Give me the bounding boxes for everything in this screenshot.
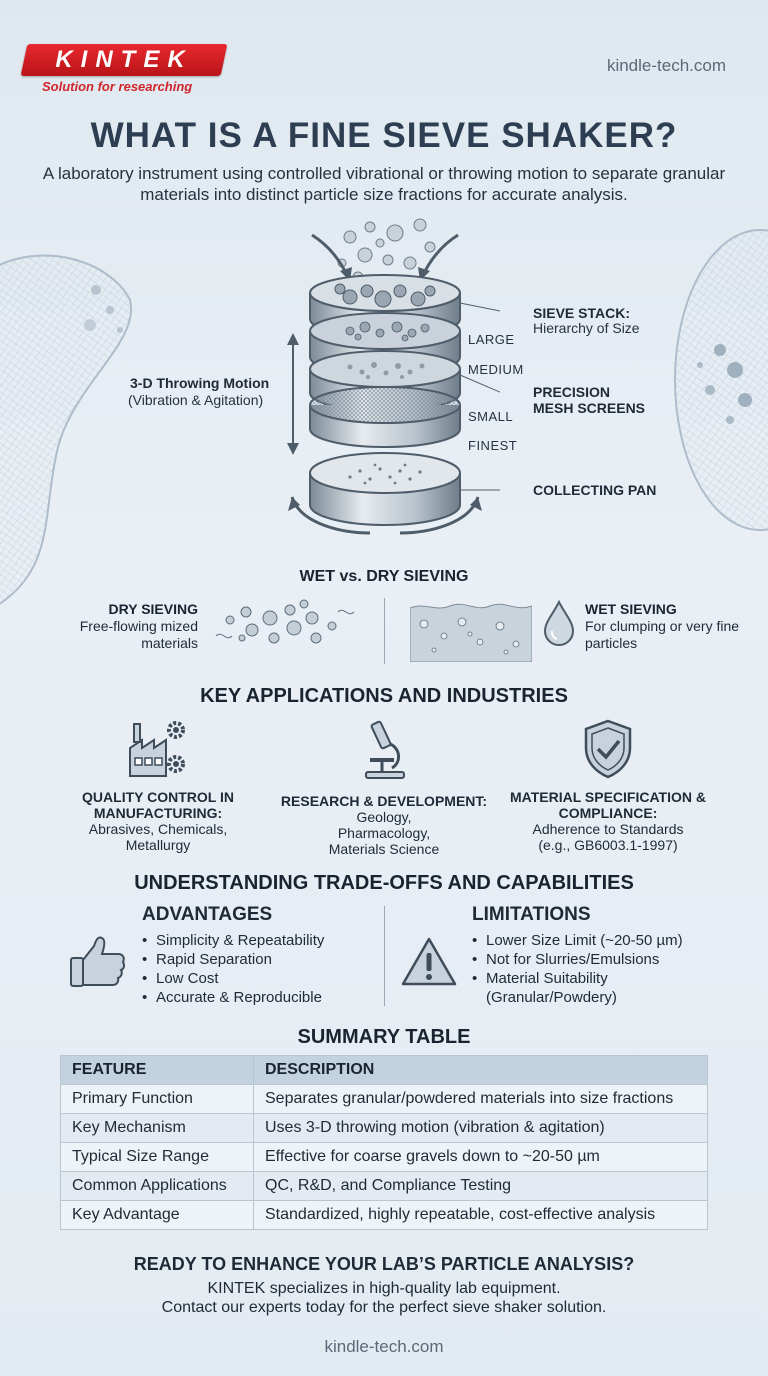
feature-cell: Primary Function bbox=[61, 1085, 254, 1114]
table-row bbox=[61, 1085, 708, 1114]
wet-sieving-text: For clumping or very fine particles bbox=[585, 618, 740, 651]
feature-cell: Typical Size Range bbox=[61, 1143, 254, 1172]
limitations-list bbox=[472, 931, 722, 1007]
limitation-item: • Lower Size Limit (~20-50 µm) bbox=[472, 931, 722, 950]
application-heading: RESEARCH & DEVELOPMENT: bbox=[280, 793, 488, 809]
limitation-item: • Material Suitability (Granular/Powdery) bbox=[472, 969, 662, 1007]
mesh-screens-label-2: MESH SCREENS bbox=[533, 400, 646, 416]
factory-gear-icon bbox=[124, 716, 190, 782]
level-label-finest: FINEST bbox=[468, 438, 518, 453]
water-drop-icon bbox=[543, 600, 575, 646]
dry-sieving-title: DRY SIEVING bbox=[108, 601, 198, 617]
description-cell: Separates granular/powdered materials into size fractions bbox=[254, 1085, 708, 1114]
page-title: WHAT IS A FINE SIEVE SHAKER? bbox=[90, 116, 678, 155]
sieve-stack-illustration bbox=[270, 215, 500, 545]
feature-cell: Common Applications bbox=[61, 1172, 254, 1201]
limitations-title: LIMITATIONS bbox=[472, 904, 591, 925]
tradeoffs-divider bbox=[384, 906, 385, 1006]
wet-dry-title: WET vs. DRY SIEVING bbox=[299, 568, 469, 585]
microscope-icon bbox=[360, 718, 410, 782]
advantages-list bbox=[142, 931, 324, 1007]
logo-tagline: Solution for researching bbox=[42, 79, 193, 94]
feature-cell: Key Advantage bbox=[61, 1201, 254, 1230]
advantage-item: • Accurate & Reproducible bbox=[142, 988, 324, 1007]
table-row bbox=[61, 1114, 708, 1143]
level-label-large: LARGE bbox=[468, 332, 515, 347]
table-row bbox=[61, 1143, 708, 1172]
feature-cell: Key Mechanism bbox=[61, 1114, 254, 1143]
header-description: DESCRIPTION bbox=[254, 1056, 708, 1085]
motion-label: 3-D Throwing Motion bbox=[130, 375, 270, 391]
summary-table bbox=[60, 1055, 708, 1230]
cta-text bbox=[0, 1279, 768, 1317]
cta-line-2: Contact our experts today for the perfect sieve shaker solution. bbox=[161, 1299, 607, 1316]
thumbs-up-icon bbox=[68, 934, 128, 990]
motion-sublabel: (Vibration & Agitation) bbox=[128, 392, 264, 408]
cta-title: READY TO ENHANCE YOUR LAB’S PARTICLE ANALYSIS? bbox=[133, 1254, 635, 1274]
wet-sieving-title: WET SIEVING bbox=[585, 601, 677, 617]
table-header-row bbox=[61, 1056, 708, 1085]
summary-title: SUMMARY TABLE bbox=[297, 1026, 471, 1048]
advantage-item: • Low Cost bbox=[142, 969, 324, 988]
collecting-pan-label: COLLECTING PAN bbox=[533, 482, 657, 498]
dry-sieving-text: Free-flowing mized materials bbox=[79, 618, 198, 651]
wet-dry-divider bbox=[384, 598, 385, 664]
sieve-stack-label: SIEVE STACK: bbox=[533, 305, 630, 321]
application-research bbox=[269, 793, 499, 857]
shield-check-icon bbox=[582, 718, 634, 780]
logo-text: KINTEK bbox=[55, 46, 193, 73]
application-heading: MATERIAL SPECIFICATION & COMPLIANCE: bbox=[510, 789, 706, 821]
description-cell: Standardized, highly repeatable, cost-effective analysis bbox=[254, 1201, 708, 1230]
table-row bbox=[61, 1172, 708, 1201]
advantage-item: • Rapid Separation bbox=[142, 950, 324, 969]
sieve-stack-diagram bbox=[0, 215, 768, 555]
mesh-screens-label-1: PRECISION bbox=[533, 384, 611, 400]
description-cell: QC, R&D, and Compliance Testing bbox=[254, 1172, 708, 1201]
tradeoffs-title: UNDERSTANDING TRADE-OFFS AND CAPABILITIES bbox=[134, 872, 634, 894]
header-feature: FEATURE bbox=[61, 1056, 254, 1085]
application-heading: QUALITY CONTROL IN MANUFACTURING: bbox=[82, 789, 234, 821]
application-text: Abrasives, Chemicals, Metallurgy bbox=[88, 821, 228, 853]
wet-slurry-icon bbox=[410, 600, 532, 662]
applications-title: KEY APPLICATIONS AND INDUSTRIES bbox=[200, 685, 568, 707]
advantages-title: ADVANTAGES bbox=[142, 904, 273, 925]
sieve-stack-sublabel: Hierarchy of Size bbox=[533, 320, 640, 336]
application-compliance bbox=[493, 789, 723, 853]
level-label-small: SMALL bbox=[468, 409, 514, 424]
website-link-bottom[interactable]: kindle-tech.com bbox=[324, 1337, 444, 1356]
application-quality-control bbox=[43, 789, 273, 853]
page-subtitle: A laboratory instrument using controlled vibrational or throwing motion to separate granular materials into distinct particle size fractions for accurate analysis. bbox=[42, 164, 726, 204]
cta-line-1: KINTEK specializes in high-quality lab equipment. bbox=[207, 1280, 561, 1297]
website-link-top[interactable]: kindle-tech.com bbox=[606, 56, 726, 75]
kintek-logo[interactable] bbox=[24, 44, 224, 96]
application-text: Adherence to Standards (e.g., GB6003.1-1997) bbox=[532, 821, 684, 853]
level-label-medium: MEDIUM bbox=[468, 362, 524, 377]
dry-particles-icon bbox=[212, 598, 362, 650]
description-cell: Effective for coarse gravels down to ~20-50 µm bbox=[254, 1143, 708, 1172]
application-text: Geology, Pharmacology, Materials Science bbox=[328, 809, 440, 857]
advantage-item: • Simplicity & Repeatability bbox=[142, 931, 324, 950]
table-row bbox=[61, 1201, 708, 1230]
description-cell: Uses 3-D throwing motion (vibration & agitation) bbox=[254, 1114, 708, 1143]
limitation-item: • Not for Slurries/Emulsions bbox=[472, 950, 722, 969]
warning-triangle-icon bbox=[400, 936, 458, 988]
